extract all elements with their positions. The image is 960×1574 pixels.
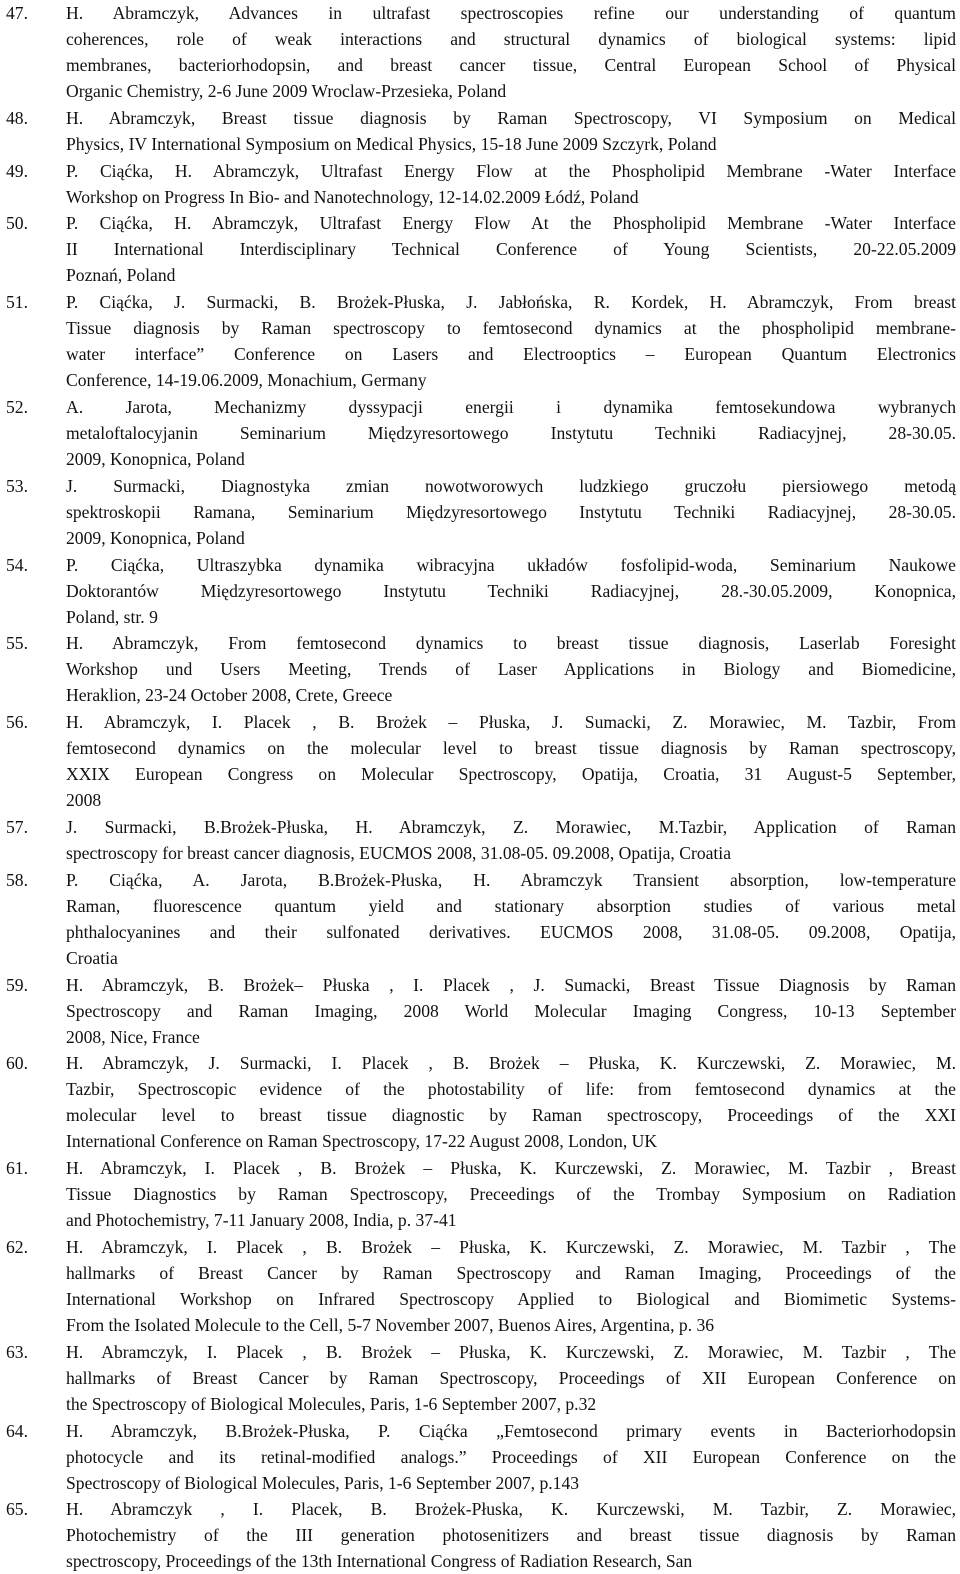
publication-entry (0, 709, 960, 813)
entry-number: 58. (6, 869, 28, 890)
publication-entry (0, 814, 960, 866)
entry-text-line: P. Ciąćka, H. Abramczyk, Ultrafast Energy Flow at the Phospholipid Membrane -Water Interface (66, 160, 956, 181)
entry-text-line: H. Abramczyk, B. Brożek– Płuska , I. Placek , J. Sumacki, Breast Tissue Diagnosis by Raman (66, 974, 956, 995)
publication-entry (0, 473, 960, 551)
entry-number: 49. (6, 160, 28, 181)
entry-text-line: molecular level to breast tissue diagnostic by Raman spectroscopy, Proceedings of the XXI (66, 1105, 956, 1126)
entry-text-line: A. Jarota, Mechanizmy dyssypacji energii i dynamika femtosekundowa wybranych (66, 397, 956, 417)
publication-entry (0, 630, 960, 708)
entry-number: 64. (6, 1420, 28, 1441)
publication-entry (0, 1155, 960, 1233)
entry-text-line: 2008 (66, 790, 102, 811)
entry-text-line: Spectroscopy and Raman Imaging, 2008 World Molecular Imaging Congress, 10-13 September (66, 1000, 956, 1021)
publication-entry (0, 1339, 960, 1417)
entry-text-line: Doktorantów Międzyresortowego Instytutu Techniki Radiacyjnej, 28.-30.05.2009, Konopnica, (66, 580, 956, 601)
entry-text-line: J. Surmacki, B.Brożek-Płuska, H. Abramczyk, Z. Morawiec, M.Tazbir, Application of Raman (66, 817, 956, 837)
entry-text-line: 2008, Nice, France (66, 1026, 200, 1047)
publication-entry (0, 394, 960, 472)
publication-entry (0, 289, 960, 393)
entry-number: 52. (6, 397, 28, 417)
entry-number: 57. (6, 817, 28, 837)
entry-text-line: H. Abramczyk, I. Placek , B. Brożek – Płuska, K. Kurczewski, Z. Morawiec, M. Tazbir , Breast (66, 1158, 956, 1179)
entry-text-line: Spectroscopy of Biological Molecules, Paris, 1-6 September 2007, p.143 (66, 1472, 580, 1493)
entry-text-line: International Workshop on Infrared Spectroscopy Applied to Biological and Biomimetic Systems- (66, 1289, 956, 1309)
entry-number: 56. (6, 712, 28, 733)
entry-text-line: 2009, Konopnica, Poland (66, 527, 245, 548)
entry-text-line: H. Abramczyk, I. Placek , B. Brożek – Płuska, K. Kurczewski, Z. Morawiec, M. Tazbir , The (66, 1341, 956, 1362)
publication-entry (0, 1050, 960, 1154)
entry-text-line: Tissue diagnosis by Raman spectroscopy to femtosecond dynamics at the phospholipid membrane- (66, 318, 956, 339)
entry-number: 51. (6, 292, 28, 313)
entry-text-line: Organic Chemistry, 2-6 June 2009 Wroclaw-Przesieka, Poland (66, 81, 507, 101)
entry-text-line: coherences, role of weak interactions and structural dynamics of biological systems: lipid (66, 29, 956, 49)
entry-text-line: metaloftalocyjanin Seminarium Międzyresortowego Instytutu Techniki Radiacyjnej, 28-30.05. (66, 423, 956, 443)
entry-number: 50. (6, 213, 28, 234)
entry-number: 53. (6, 475, 28, 496)
entry-number: 55. (6, 633, 28, 654)
entry-text-line: 2009, Konopnica, Poland (66, 449, 245, 469)
publication-entry (0, 105, 960, 157)
entry-text-line: photocycle and its retinal-modified analogs.” Proceedings of XII European Conference on the (66, 1446, 956, 1467)
publication-entry (0, 1234, 960, 1338)
entry-text-line: Workshop und Users Meeting, Trends of Laser Applications in Biology and Biomedicine, (66, 659, 956, 680)
entry-text-line: and Photochemistry, 7-11 January 2008, India, p. 37-41 (66, 1210, 457, 1231)
entry-text-line: H. Abramczyk, Advances in ultrafast spectroscopies refine our understanding of quantum (66, 3, 956, 23)
entry-text-line: Tissue Diagnostics by Raman Spectroscopy, Preceedings of the Trombay Symposium on Radiation (66, 1184, 956, 1205)
publication-entry (0, 552, 960, 630)
entry-text-line: Physics, IV International Symposium on Medical Physics, 15-18 June 2009 Szczyrk, Poland (66, 133, 717, 154)
entry-number: 48. (6, 107, 28, 128)
entry-text-line: spectroscopy for breast cancer diagnosis, EUCMOS 2008, 31.08-05. 09.2008, Opatija, Croatia (66, 843, 732, 863)
entry-text-line: H. Abramczyk, I. Placek , B. Brożek – Płuska, J. Sumacki, Z. Morawiec, M. Tazbir, From (66, 712, 956, 733)
entry-text-line: P. Ciąćka, H. Abramczyk, Ultrafast Energy Flow At the Phospholipid Membrane -Water Interface (66, 213, 956, 234)
publication-entry (0, 1418, 960, 1496)
publication-entry (0, 210, 960, 288)
entry-text-line: water interface” Conference on Lasers and Electrooptics – European Quantum Electronics (66, 344, 956, 365)
entry-text-line: Raman, fluorescence quantum yield and stationary absorption studies of various metal (66, 895, 956, 916)
entry-text-line: Poznań, Poland (66, 265, 176, 286)
entry-text-line: hallmarks of Breast Cancer by Raman Spectroscopy and Raman Imaging, Proceedings of the (66, 1263, 956, 1283)
entry-text-line: Workshop on Progress In Bio- and Nanotechnology, 12-14.02.2009 Łódź, Poland (66, 186, 639, 207)
entry-text-line: P. Ciąćka, J. Surmacki, B. Brożek-Płuska, J. Jabłońska, R. Kordek, H. Abramczyk, From breast (66, 292, 956, 313)
entry-text-line: Croatia (66, 947, 118, 968)
entry-text-line: H. Abramczyk, J. Surmacki, I. Placek , B. Brożek – Płuska, K. Kurczewski, Z. Morawiec, M. (66, 1053, 956, 1074)
entry-text-line: Photochemistry of the III generation photosenitizers and breast tissue diagnosis by Raman (66, 1525, 956, 1546)
entry-number: 60. (6, 1053, 28, 1074)
entry-number: 47. (6, 3, 28, 23)
entry-text-line: XXIX European Congress on Molecular Spectroscopy, Opatija, Croatia, 31 August-5 September, (66, 764, 956, 785)
publication-entry (0, 1496, 960, 1574)
entry-text-line: femtosecond dynamics on the molecular level to breast tissue diagnosis by Raman spectroscopy, (66, 738, 956, 759)
entry-text-line: Tazbir, Spectroscopic evidence of the photostability of life: from femtosecond dynamics at the (66, 1079, 956, 1100)
entry-text-line: H. Abramczyk, B.Brożek-Płuska, P. Ciąćka „Femtosecond primary events in Bacteriorhodopsin (66, 1420, 956, 1441)
publication-entry (0, 867, 960, 971)
entry-text-line: hallmarks of Breast Cancer by Raman Spectroscopy, Proceedings of XII European Conference on (66, 1367, 956, 1388)
entry-number: 61. (6, 1158, 28, 1179)
entry-text-line: membranes, bacteriorhodopsin, and breast cancer tissue, Central European School of Physical (66, 55, 956, 75)
entry-number: 63. (6, 1341, 28, 1362)
entry-text-line: H. Abramczyk, From femtosecond dynamics to breast tissue diagnosis, Laserlab Foresight (66, 633, 956, 654)
entry-text-line: H. Abramczyk, I. Placek , B. Brożek – Płuska, K. Kurczewski, Z. Morawiec, M. Tazbir , The (66, 1237, 956, 1257)
entry-text-line: spektroskopii Ramana, Seminarium Międzyresortowego Instytutu Techniki Radiacyjnej, 28-30.05. (66, 501, 956, 522)
entry-text-line: H. Abramczyk , I. Placek, B. Brożek-Płuska, K. Kurczewski, M. Tazbir, Z. Morawiec, (66, 1499, 956, 1520)
entry-text-line: II International Interdisciplinary Technical Conference of Young Scientists, 20-22.05.2009 (66, 239, 956, 260)
publication-entry (0, 0, 960, 104)
entry-text-line: phthalocyanines and their sulfonated derivatives. EUCMOS 2008, 31.08-05. 09.2008, Opatija, (66, 921, 956, 942)
entry-number: 54. (6, 554, 28, 575)
entry-text-line: H. Abramczyk, Breast tissue diagnosis by Raman Spectroscopy, VI Symposium on Medical (66, 107, 956, 128)
entry-text-line: P. Ciąćka, Ultraszybka dynamika wibracyjna układów fosfolipid-woda, Seminarium Naukowe (66, 554, 956, 575)
entry-text-line: Conference, 14-19.06.2009, Monachium, Germany (66, 370, 427, 391)
publication-entry (0, 158, 960, 210)
entry-number: 62. (6, 1237, 28, 1257)
entry-text-line: spectroscopy, Proceedings of the 13th International Congress of Radiation Research, San (66, 1551, 693, 1572)
publication-entry (0, 972, 960, 1050)
entry-text-line: J. Surmacki, Diagnostyka zmian nowotworowych ludzkiego gruczołu piersiowego metodą (66, 475, 956, 496)
entry-text-line: International Conference on Raman Spectroscopy, 17-22 August 2008, London, UK (66, 1131, 658, 1152)
entry-number: 59. (6, 974, 28, 995)
entry-text-line: the Spectroscopy of Biological Molecules, Paris, 1-6 September 2007, p.32 (66, 1393, 597, 1414)
entry-text-line: Heraklion, 23-24 October 2008, Crete, Greece (66, 685, 393, 706)
entry-text-line: Poland, str. 9 (66, 606, 158, 627)
entry-text-line: From the Isolated Molecule to the Cell, 5-7 November 2007, Buenos Aires, Argentina, p. 36 (66, 1315, 715, 1335)
entry-number: 65. (6, 1499, 28, 1520)
entry-text-line: P. Ciąćka, A. Jarota, B.Brożek-Płuska, H. Abramczyk Transient absorption, low-temperature (66, 869, 956, 890)
